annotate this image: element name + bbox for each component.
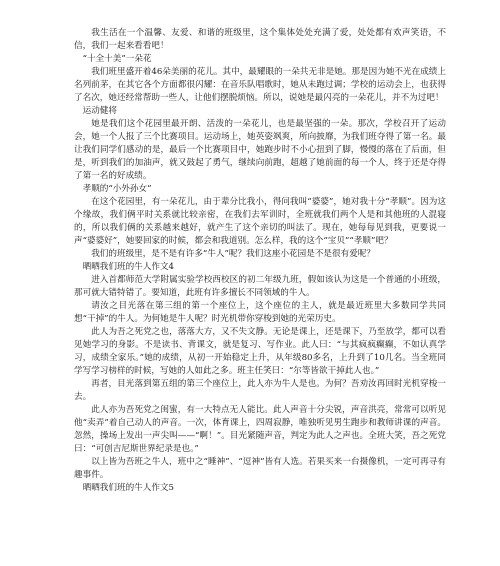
- section-heading-granddaughter: 孝顺的“小外孙女”: [82, 184, 152, 194]
- essay-title-4: 晒晒我们班的牛人作文4: [82, 262, 174, 272]
- intro-paragraph: 我生活在一个温馨、友爱、和谐的班级里，这个集体处处充满了爱，处处都有欢声笑语，不信，我们一起来看看吧！: [74, 28, 446, 51]
- document-body: [74, 27, 446, 495]
- flower-paragraph: 我们班里盛开着46朵美丽的花儿。其中，最耀眼的一朵共无非是她。那是因为她不光在成绩上名列前茅，在其它各个方面都很闪耀：在音乐队唱歌时，她从未跑过调；学校的运动会上，也获得了名次，她还经常帮助一些人，让他们摆脱烦恼。所以，说她是最闪亮的一朵花儿，并不为过吧！: [74, 67, 446, 103]
- granddaughter-paragraph: 在这个花园里，有一朵花儿，由于辈分比我小，得问我叫“婆婆”，她对我十分“孝顺”。因为这个缘故，我们俩平时关系就比较亲密，在我们去军训时，全班就我们两个人是和其他班的人混寝的，所以我们俩的关系越来越好，就产生了这个亲切的叫法了。现在，她每每见到我，更要说一声“婆婆好”，她要回家的时候，都会和我道别。怎么样，我的这个“宝贝”“孝顺”吧？: [74, 197, 446, 246]
- essay-title-5: 晒晒我们班的牛人作文5: [82, 483, 174, 493]
- essay4-paragraph-4: 再者，目光落到第五组的第三个座位上，此人亦为牛人是也。为何？吾劝汝再回时光机穿梭一去。: [74, 379, 446, 402]
- athlete-paragraph: 她是我们这个花园里最开朗、活泼的一朵花儿，也是最坚强的一朵。那次，学校召开了运动会，她一个人报了三个比赛项目。运动场上，她英姿飒爽，所向披靡，为我们班夺得了第一名。最让我们同学们感动的是，最后一个比赛项目中，她跑步时不小心扭到了脚，慢慢的落在了后面，但是，听到我们的加油声，就又鼓起了勇气，继续向前跑，超越了她前面的每一个人，终于还是夺得了第一名的好成绩。: [74, 119, 446, 181]
- section-heading-flower: “十全十美”一朵花: [82, 54, 152, 64]
- essay4-paragraph-2: 请汝之目光落在第三组的第一个座位上，这个座位的主人，就是最近班里大多数同学共同想“干掉”的牛人。为何她是牛人呢？时光机带你穿梭到她的光荣历史。: [74, 301, 446, 324]
- essay4-paragraph-6: 以上皆为吾班之牛人，班中之“睡神”、“逗神”皆有人选。若果买来一台摄像机，一定可再寻有趣事件。: [74, 457, 446, 480]
- section-heading-athlete: 运动健将: [82, 106, 117, 116]
- essay4-paragraph-3: 此人为吾之死党之也，落落大方，又不失文静。无论是课上，还是课下，乃至放学，都可以看见她学习的身影。不是读书、背课文，就是复习、写作业。此人曰：“与其疯疯癫癫，不如认真学习，成绩全家乐。”她的成绩，从初一开始稳定上升，从年级80多名，上升到了10几名。当全班同学写学习榜样的时候，写她的人如此之多。班主任笑曰：“尔等皆欲干掉此人也。”: [74, 327, 446, 376]
- essay4-paragraph-1: 进入首都师范大学附属实验学校西校区的初二年级九班，假如该认为这是一个普通的小班级，那可就大错特错了。要知道，此班有许多擅长不同领域的牛人。: [74, 275, 446, 298]
- essay4-paragraph-5: 此人亦为吾死党之闺蜜，有一大特点无人能比。此人声音十分尖锐，声音洪亮，常常可以听见他“卖弄”着自己动人的声音。一次，体育课上，四周寂静，唯独听见男生跑步和教师讲课的声音。忽然，操场上发出一声尖叫——“啊！”。目光紧随声音，判定为此人之声也。全班大笑，吾之死党曰：“可创吉尼斯世界纪录是也。”: [74, 405, 446, 454]
- question-paragraph: 我们的班级里，是不是有许多“牛人”呢？我们这座小花园是不是很有爱呢？: [91, 249, 375, 259]
